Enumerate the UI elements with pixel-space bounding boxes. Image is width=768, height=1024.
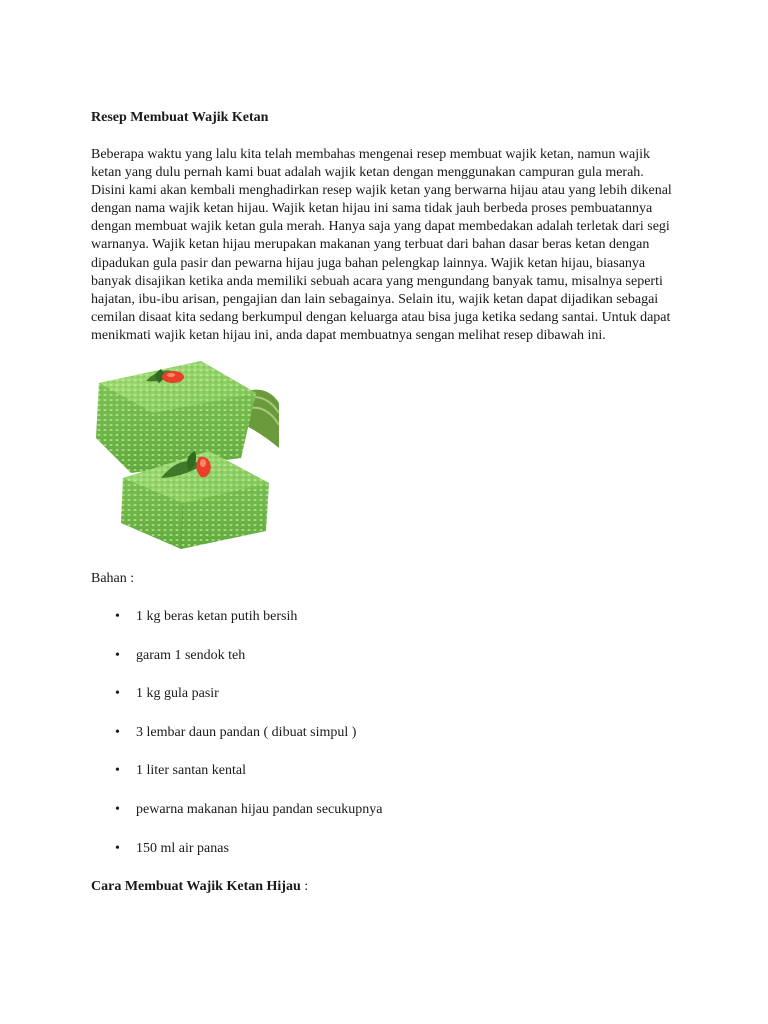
list-item: • garam 1 sendok teh [91, 646, 681, 666]
document-page [91, 108, 681, 897]
wajik-ketan-photo [91, 353, 279, 549]
document-title: Resep Membuat Wajik Ketan [91, 110, 269, 125]
list-item: • 1 kg beras ketan putih bersih [91, 607, 681, 627]
ingredients-label: Bahan : [91, 571, 135, 587]
intro-paragraph: Beberapa waktu yang lalu kita telah membahas mengenai resep membuat wajik ketan, namun wajik ketan yang dulu pernah kami buat adalah wajik ketan dengan menggunakan campuran gula merah. Disini kami akan kembali menghadirkan resep wajik ketan yang berwarna hijau atau yang lebih dikenal dengan nama wajik ketan hijau. Wajik ketan hijau ini sama tidak jauh berbeda proses pembuatannya dengan membuat wajik ketan gula merah. Hanya saja yang dapat membedakan adalah terletak dari segi warnanya. Wajik ketan hijau merupakan makanan yang terbuat dari bahan dasar beras ketan dengan dipadukan gula pasir dan pewarna hijau juga bahan pelengkap lainnya. Wajik ketan hijau, biasanya banyak disajikan ketika anda memiliki sebuah acara yang mengundang banyak tamu, misalnya seperti hajatan, ibu-ibu arisan, pengajian dan lain sebagainya. Selain itu, wajik ketan dapat dijadikan sebagai cemilan disaat kita sedang berkumpul dengan keluarga atau bisa juga ketika sedang santai. Untuk dapat menikmati wajik ketan hijau ini, anda dapat membuatnya sengan melihat resep dibawah ini. [91, 147, 672, 343]
list-item: • 150 ml air panas [91, 839, 681, 859]
bullet-icon: • [115, 724, 120, 740]
method-heading-text: Cara Membuat Wajik Ketan Hijau [91, 879, 301, 895]
method-heading-suffix: : [300, 879, 309, 895]
ingredients-list [91, 607, 681, 859]
bullet-icon: • [115, 686, 120, 702]
bullet-icon: • [115, 609, 120, 625]
list-item: • 1 kg gula pasir [91, 684, 681, 704]
bullet-icon: • [115, 840, 120, 856]
list-item: • 1 liter santan kental [91, 761, 681, 781]
method-heading [91, 877, 681, 897]
bullet-icon: • [115, 802, 120, 817]
list-item: • 3 lembar daun pandan ( dibuat simpul ) [91, 723, 681, 743]
bullet-icon: • [115, 763, 120, 779]
bullet-icon: • [115, 647, 120, 663]
list-item: • pewarna makanan hijau pandan secukupnya [91, 800, 681, 820]
